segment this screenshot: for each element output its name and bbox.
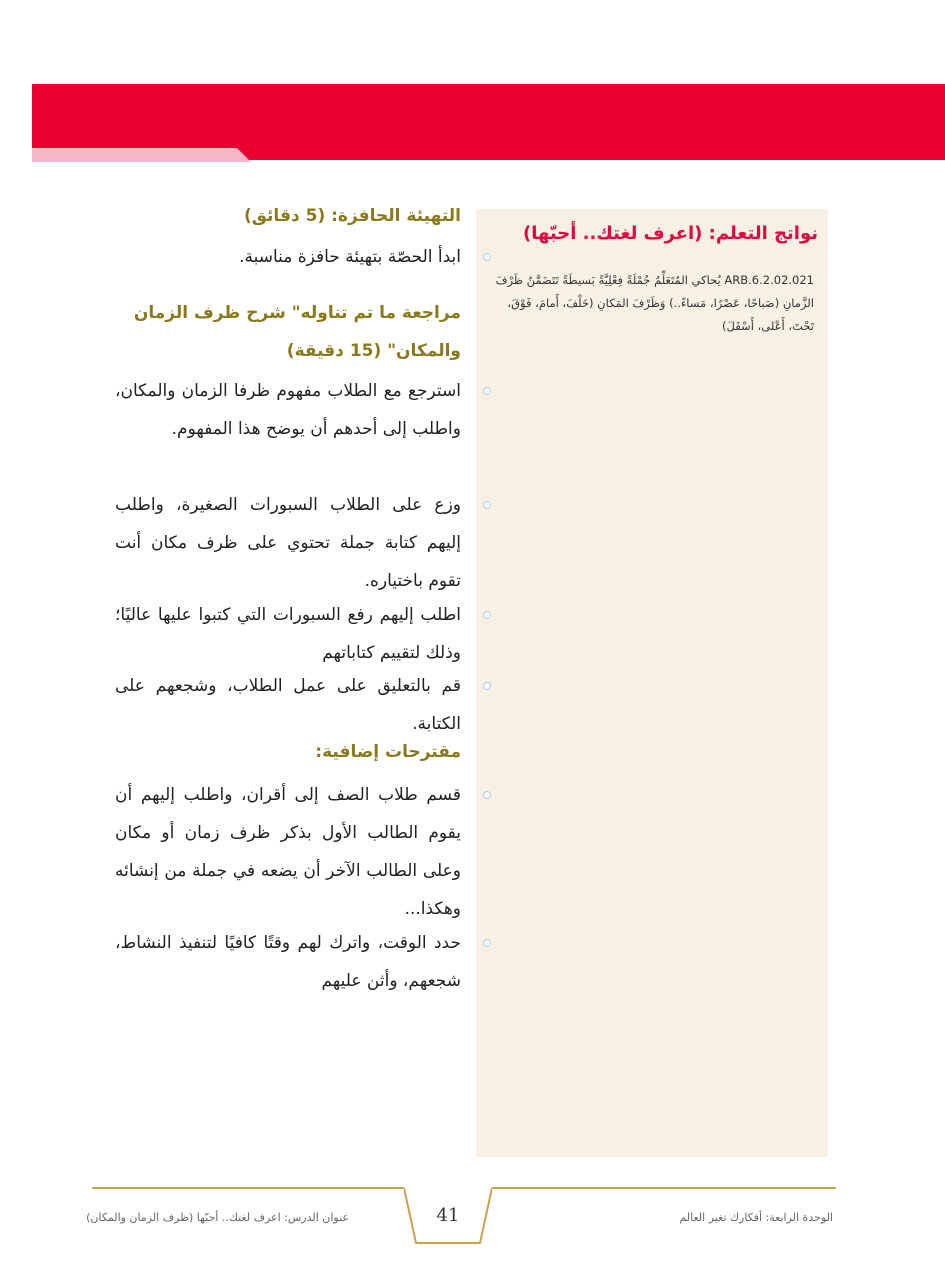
- review-item-text: اطلب إليهم رفع السبورات التي كتبوا عليها عاليًا؛ وذلك لتقييم كتاباتهم: [115, 605, 461, 663]
- review-item-text: قم بالتعليق على عمل الطلاب، وشجعهم على الكتابة.: [115, 676, 461, 734]
- review-item: [115, 667, 461, 743]
- extra-item-text: حدد الوقت، واترك لهم وقتًا كافيًا لتنفيذ النشاط، شجعهم، وأثن عليهم: [115, 933, 461, 991]
- bullet-icon: [481, 776, 493, 814]
- learning-outcomes-title: نواتج التعلم: (اعرف لغتك.. أحبّها): [523, 223, 818, 244]
- extra-item: [115, 924, 461, 1000]
- review-item-text: استرجع مع الطلاب مفهوم ظرفا الزمان والمكان، واطلب إلى أحدهم أن يوضح هذا المفهوم.: [115, 381, 461, 439]
- bullet-icon: [481, 238, 493, 276]
- bullet-icon: [481, 667, 493, 705]
- warmup-item: [115, 238, 461, 276]
- review-item: [115, 372, 461, 448]
- bullet-icon: [481, 924, 493, 962]
- bullet-icon: [481, 596, 493, 634]
- footer-rule-right: [492, 1187, 836, 1189]
- warmup-item-text: ابدأ الحصّة بتهيئة حافزة مناسبة.: [239, 247, 461, 267]
- review-item: [115, 596, 461, 672]
- review-title: مراجعة ما تم تناوله" شرح ظرف الزمان والمكان" (15 دقيقة): [133, 303, 461, 361]
- review-item: [115, 486, 461, 600]
- bullet-icon: [481, 486, 493, 524]
- warmup-title: التهيئة الحافزة: (5 دقائق): [243, 206, 461, 226]
- footer-lesson: عنوان الدرس: اعرف لغتك.. أحبّها (ظرف الزمان والمكان): [86, 1211, 349, 1224]
- page-number: 41: [436, 1205, 460, 1226]
- outcome-code: ARB.6.2.02.021: [724, 273, 814, 287]
- bullet-icon: [481, 372, 493, 410]
- footer-unit: الوحدة الرابعة: أفكارك تغير العالم: [679, 1211, 833, 1224]
- extra-item-text: قسم طلاب الصف إلى أقران، واطلب إليهم أن يقوم الطالب الأول بذكر ظرف زمان أو مكان وعلى الطالب الآخر أن يضعه في جملة من إنشائه وهكذا...: [115, 785, 461, 919]
- outcome-description: يُحاكي المُتَعَلِّمُ جُمْلَةً فِعْلِيَّةً بَسيطَةً تَتَضَمَّنُ ظَرْفَ الزَّمانِ (صَباحًا، عَصْرًا، مَساءً..) وَظَرْفَ المَكانِ (خَلْفَ، أَمامَ، فَوْقَ، تَحْتَ، أَعْلى، أَسْفَلَ): [495, 273, 814, 333]
- extra-suggestions-title: مقترحات إضافية:: [315, 742, 461, 762]
- review-item-text: وزع على الطلاب السبورات الصغيرة، واطلب إليهم كتابة جملة تحتوي على ظرف مكان أنت تقوم باختياره.: [115, 495, 461, 591]
- extra-item: [115, 776, 461, 928]
- footer-rule-left: [92, 1187, 404, 1189]
